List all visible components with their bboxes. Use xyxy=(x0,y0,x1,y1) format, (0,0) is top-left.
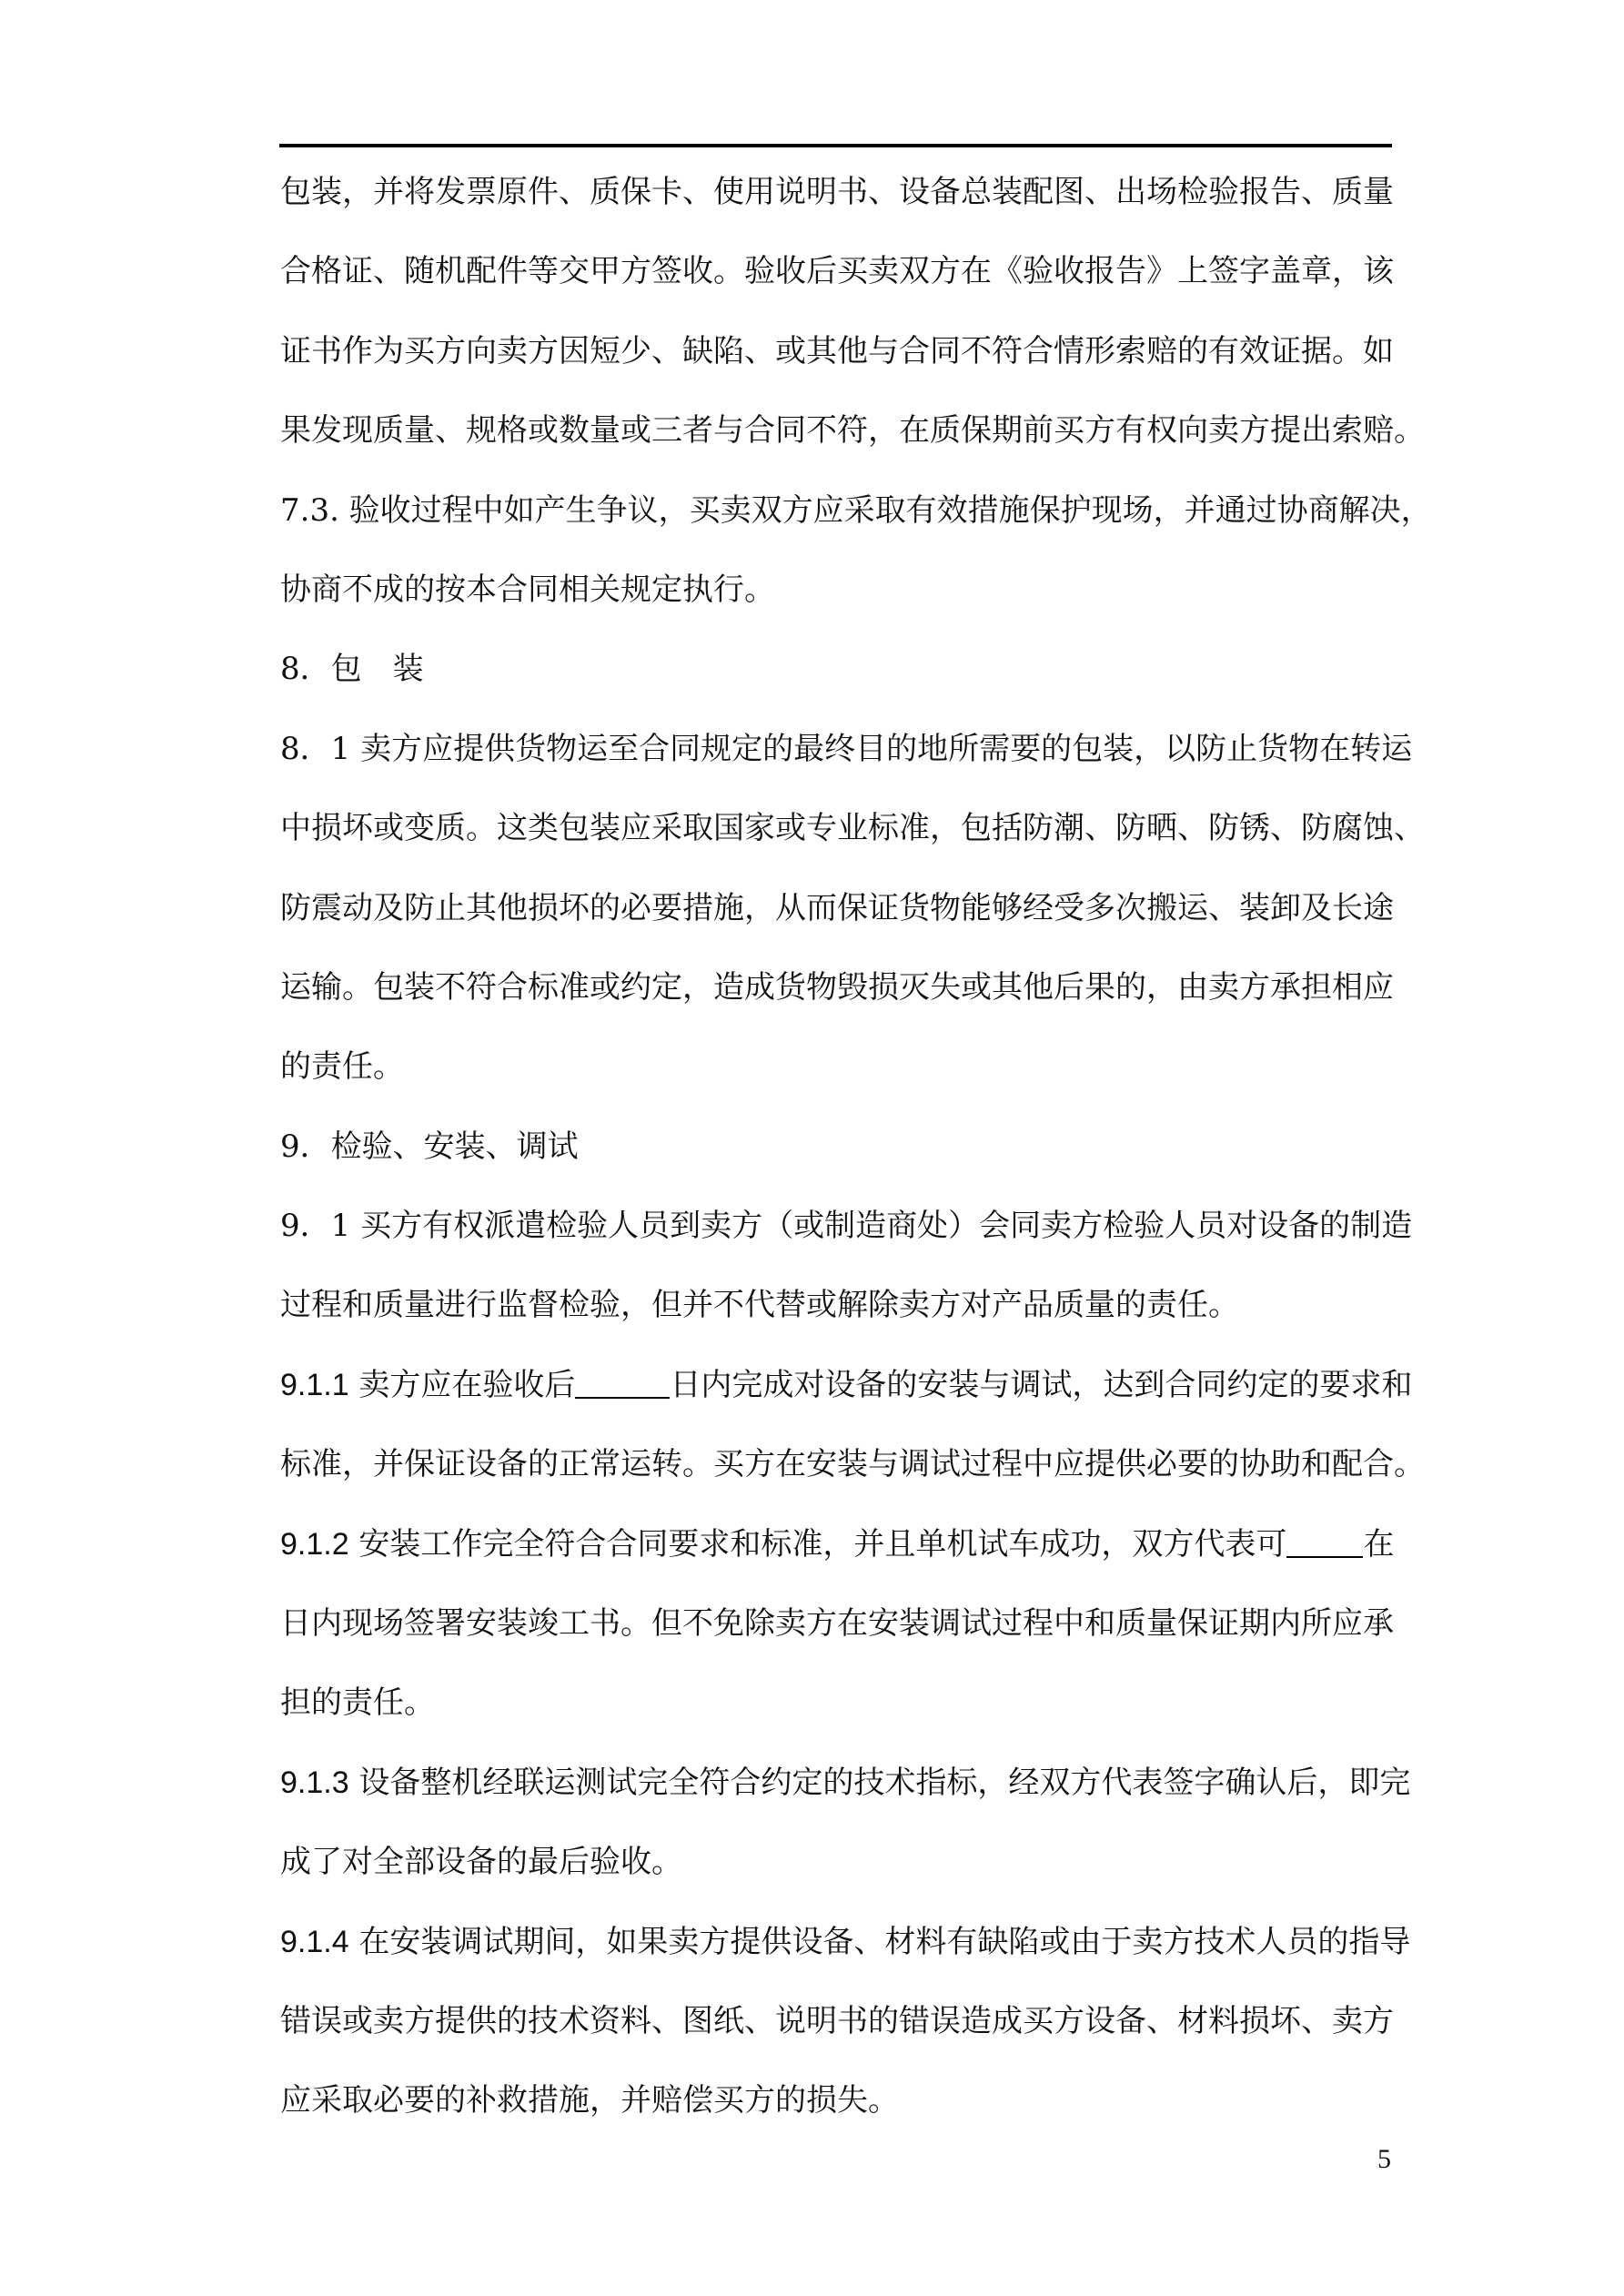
clause-number: 9.1.1 xyxy=(280,1367,349,1402)
text-line: 担的责任。 xyxy=(280,1684,435,1722)
clause-7-3: 7.3. 验收过程中如产生争议，买卖双方应采取有效措施保护现场，并通过协商解决， xyxy=(280,491,1432,529)
text-line: 错误或卖方提供的技术资料、图纸、说明书的错误造成买方设备、材料损坏、卖方 xyxy=(280,2002,1394,2039)
text-line: 协商不成的按本合同相关规定执行。 xyxy=(280,571,775,608)
fill-in-blank-days[interactable] xyxy=(575,1370,670,1399)
clause-9-1-2 xyxy=(280,1505,1395,1584)
text-line: 应采取必要的补救措施，并赔偿买方的损失。 xyxy=(280,2082,899,2119)
clause-9-1-1 xyxy=(280,1346,1413,1425)
page-number: 5 xyxy=(1377,2144,1391,2174)
clause-number: 9.1.4 xyxy=(280,1924,349,1959)
text-line: 中损坏或变质。这类包装应采取国家或专业标准，包括防潮、防晒、防锈、防腐蚀、 xyxy=(280,810,1425,847)
clause-text: 安装工作完全符合合同要求和标准，并且单机试车成功，双方代表可 xyxy=(348,1525,1287,1563)
text-line: 过程和质量进行监督检验，但并不代替或解除卖方对产品质量的责任。 xyxy=(280,1287,1239,1324)
clause-text: 在 xyxy=(1363,1525,1395,1563)
clause-9-1: 9．1 买方有权派遣检验人员到卖方（或制造商处）会同卖方检验人员对设备的制造 xyxy=(280,1208,1413,1245)
clause-text: 卖方应在验收后 xyxy=(348,1366,576,1403)
text-line: 合格证、随机配件等交甲方签收。验收后买卖双方在《验收报告》上签字盖章，该 xyxy=(280,253,1394,290)
text-line: 成了对全部设备的最后验收。 xyxy=(280,1844,682,1881)
fill-in-blank[interactable] xyxy=(1286,1529,1363,1558)
text-line: 日内现场签署安装竣工书。但不免除卖方在安装调试过程中和质量保证期内所应承 xyxy=(280,1605,1394,1643)
clause-number: 9.1.2 xyxy=(280,1526,349,1562)
section-heading-9: 9．检验、安装、调试 xyxy=(280,1128,579,1165)
clause-9-1-4 xyxy=(280,1903,1411,1982)
clause-9-1-3 xyxy=(280,1744,1411,1823)
text-line: 运输。包装不符合标准或约定，造成货物毁损灭失或其他后果的，由卖方承担相应 xyxy=(280,968,1394,1006)
section-heading-8: 8．包 装 xyxy=(280,651,424,688)
text-line: 果发现质量、规格或数量或三者与合同不符，在质保期前买方有权向卖方提出索赔。 xyxy=(280,412,1425,450)
text-line: 防震动及防止其他损坏的必要措施，从而保证货物能够经受多次搬运、装卸及长途 xyxy=(280,889,1394,926)
text-line: 的责任。 xyxy=(280,1048,404,1086)
clause-text: 日内完成对设备的安装与调试，达到合同约定的要求和 xyxy=(670,1366,1413,1403)
document-body xyxy=(280,153,1432,2141)
clause-8-1: 8．1 卖方应提供货物运至合同规定的最终目的地所需要的包装，以防止货物在转运 xyxy=(280,730,1413,767)
text-line: 包装，并将发票原件、质保卡、使用说明书、设备总装配图、出场检验报告、质量 xyxy=(280,174,1394,210)
clause-text: 设备整机经联运测试完全符合约定的技术指标，经双方代表签字确认后，即完 xyxy=(348,1764,1411,1801)
clause-text: 在安装调试期间，如果卖方提供设备、材料有缺陷或由于卖方技术人员的指导 xyxy=(348,1923,1411,1960)
clause-number: 9.1.3 xyxy=(280,1765,349,1800)
text-line: 证书作为买方向卖方因短少、缺陷、或其他与合同不符合情形索赔的有效证据。如 xyxy=(280,332,1394,369)
header-rule xyxy=(279,144,1392,147)
text-line: 标准，并保证设备的正常运转。买方在安装与调试过程中应提供必要的协助和配合。 xyxy=(280,1446,1425,1483)
